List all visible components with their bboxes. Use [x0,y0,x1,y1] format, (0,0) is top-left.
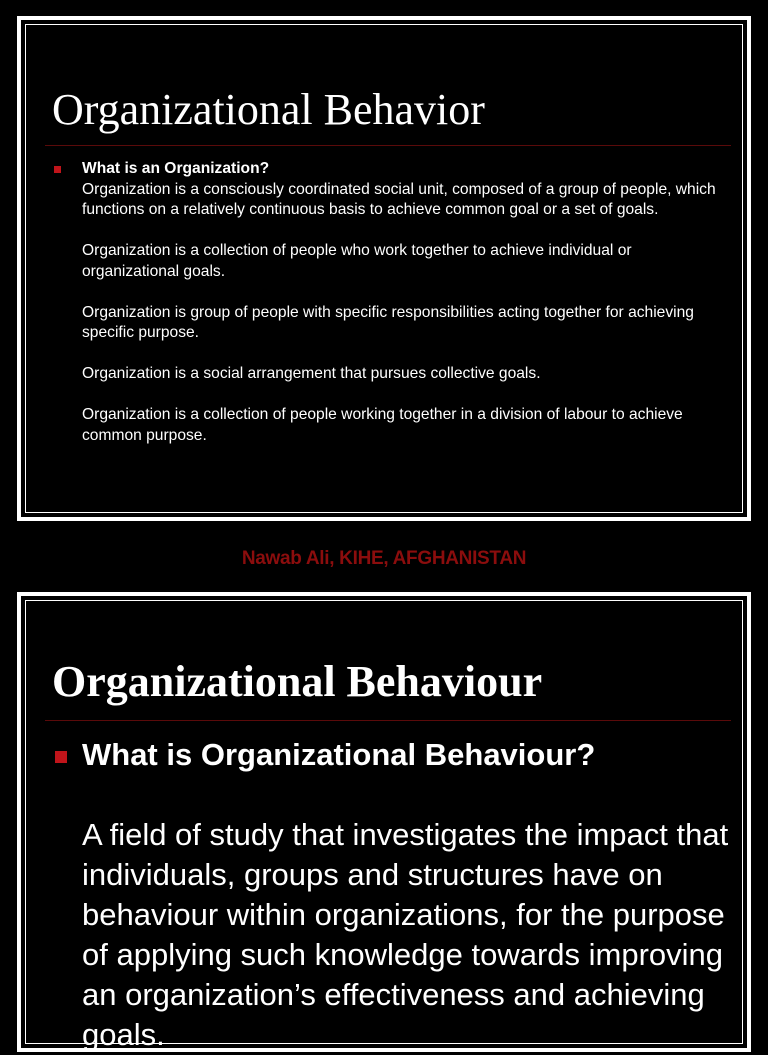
slide-2-title-rule [45,720,731,721]
slide-1-paragraph-3: Organization is group of people with specific responsibilities acting together for achieving specific purpose. [82,303,694,341]
slide-1-paragraph-2: Organization is a collection of people who work together to achieve individual or organizational goals. [82,242,632,280]
slide-1 [17,16,751,521]
slide-2-content [82,735,732,1055]
slide-1-question: What is an Organization? [82,160,270,177]
slide-1-title-rule [45,145,731,146]
slide-1-paragraph-4: Organization is a social arrangement that pursues collective goals. [82,365,541,382]
footer-author: Nawab Ali, KIHE, AFGHANISTAN [241,548,527,569]
slide-1-title: Organizational Behavior [52,85,485,134]
slide-1-bullet-icon [54,166,61,173]
slide-2-title: Organizational Behaviour [52,657,543,706]
slide-1-paragraph-5: Organization is a collection of people working together in a division of labour to achieve common purpose. [82,406,683,444]
slide-1-paragraph-1: Organization is a consciously coordinated social unit, composed of a group of people, which functions on a relatively continuous basis to achieve common goal or a set of goals. [82,180,716,218]
slide-1-content [82,159,722,446]
slide-2 [17,592,751,1052]
slide-2-definition: A field of study that investigates the impact that individuals, groups and structures have on behaviour within organizations, for the purpose of applying such knowledge towards improving an organization’s effectiveness and achieving goals. [82,817,729,1052]
slide-2-question: What is Organizational Behaviour? [82,737,596,772]
slide-2-bullet-icon [55,751,67,763]
